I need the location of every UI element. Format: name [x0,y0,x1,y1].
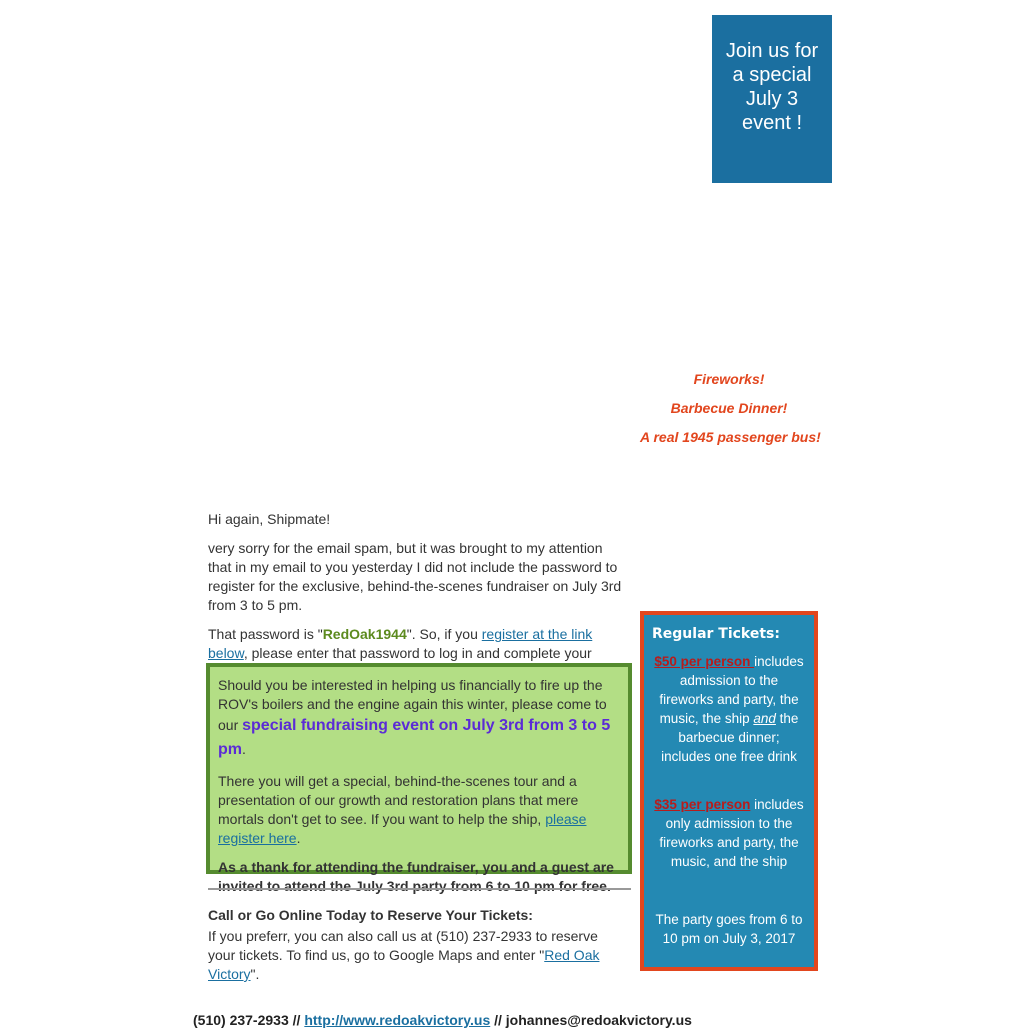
tickets-heading-text: Regular Tickets [652,626,775,642]
price-35[interactable]: $35 per person [654,797,751,812]
password-value: RedOak1944 [322,626,407,642]
reserve-end: ". [250,966,260,982]
fundraiser-box [206,663,632,894]
footer-phone: (510) 237-2933 [193,1012,289,1028]
password-mid: ". So, if you [406,626,482,642]
footer-sep-2: // [490,1012,506,1028]
ticket-35 [652,795,806,871]
fundraiser-register-link[interactable]: please register here [218,811,587,846]
ticket-50-and: and [753,711,776,726]
event-highlights [640,370,821,457]
party-time: The party goes from 6 to 10 pm on July 3, 2017 [655,912,803,946]
reserve-heading: Call or Go Online Today to Reserve Your Tickets: [208,907,533,923]
greeting: Hi again, Shipmate! [208,511,331,527]
tour-text: There you will get a special, behind-the-scenes tour and a presentation of our growth and restoration plans that mere mortals don't get to see. If you want to help the ship, [218,773,579,827]
apology-paragraph: very sorry for the email spam, but it was brought to my attention that in my email to you yesterday I did not include the password to register for the exclusive, behind-the-scenes fundraiser on July 3rd from 3 to 5 pm. [208,540,622,613]
reserve-section [208,906,628,984]
fundraiser-lead-text: Should you be interested in helping us financially to fire up the ROV's boilers and the engine again this winter, please come to our [218,677,607,733]
thanks-paragraph: As a thank for attending the fundraiser, you and a guest are invited to attend the July 3rd party from 6 to 10 pm for free. [218,859,614,894]
reserve-text [208,927,628,984]
tour-paragraph [218,772,620,848]
register-link[interactable]: register at the link below [208,626,593,661]
highlight-barbecue: Barbecue Dinner! [670,400,788,416]
ticket-50-desc-end: the barbecue dinner; includes one free drink [661,711,799,764]
fundraiser-event: special fundraising event on July 3rd from 3 to 5 pm [218,717,611,758]
fundraiser-lead-end: . [242,741,246,757]
join-us-banner[interactable] [712,15,832,183]
reserve-body: If you preferr, you can also call us at (510) 237-2933 to reserve your tickets. To find us, go to Google Maps and enter " [208,928,598,963]
red-oak-victory-link[interactable]: Red Oak Victory [208,947,600,982]
ticket-35-desc: includes only admission to the fireworks and party, the music, and the ship [659,797,804,869]
footer-sep: // [288,1012,305,1028]
footer-contact [193,1012,692,1028]
tickets-box [640,611,818,971]
join-us-text: Join us for a special July 3 event ! [725,40,819,134]
tickets-heading-colon: : [774,626,780,642]
highlight-fireworks: Fireworks! [693,371,765,387]
section-divider [208,888,631,890]
footer-email[interactable]: johannes@redoakvictory.us [505,1012,692,1028]
highlight-bus: A real 1945 passenger bus! [640,429,821,445]
ticket-50-desc: includes admission to the fireworks and party, the music, the ship [659,654,804,726]
footer-website-link[interactable]: http://www.redoakvictory.us [304,1012,491,1028]
fundraiser-lead [218,676,620,762]
tour-end: . [296,830,301,846]
ticket-50 [652,652,806,766]
tickets-heading [652,625,806,644]
price-50[interactable]: $50 per person [654,654,755,669]
password-prefix: That password is " [208,626,323,642]
password-suffix: , please enter that password to log in and complete your [243,645,592,661]
